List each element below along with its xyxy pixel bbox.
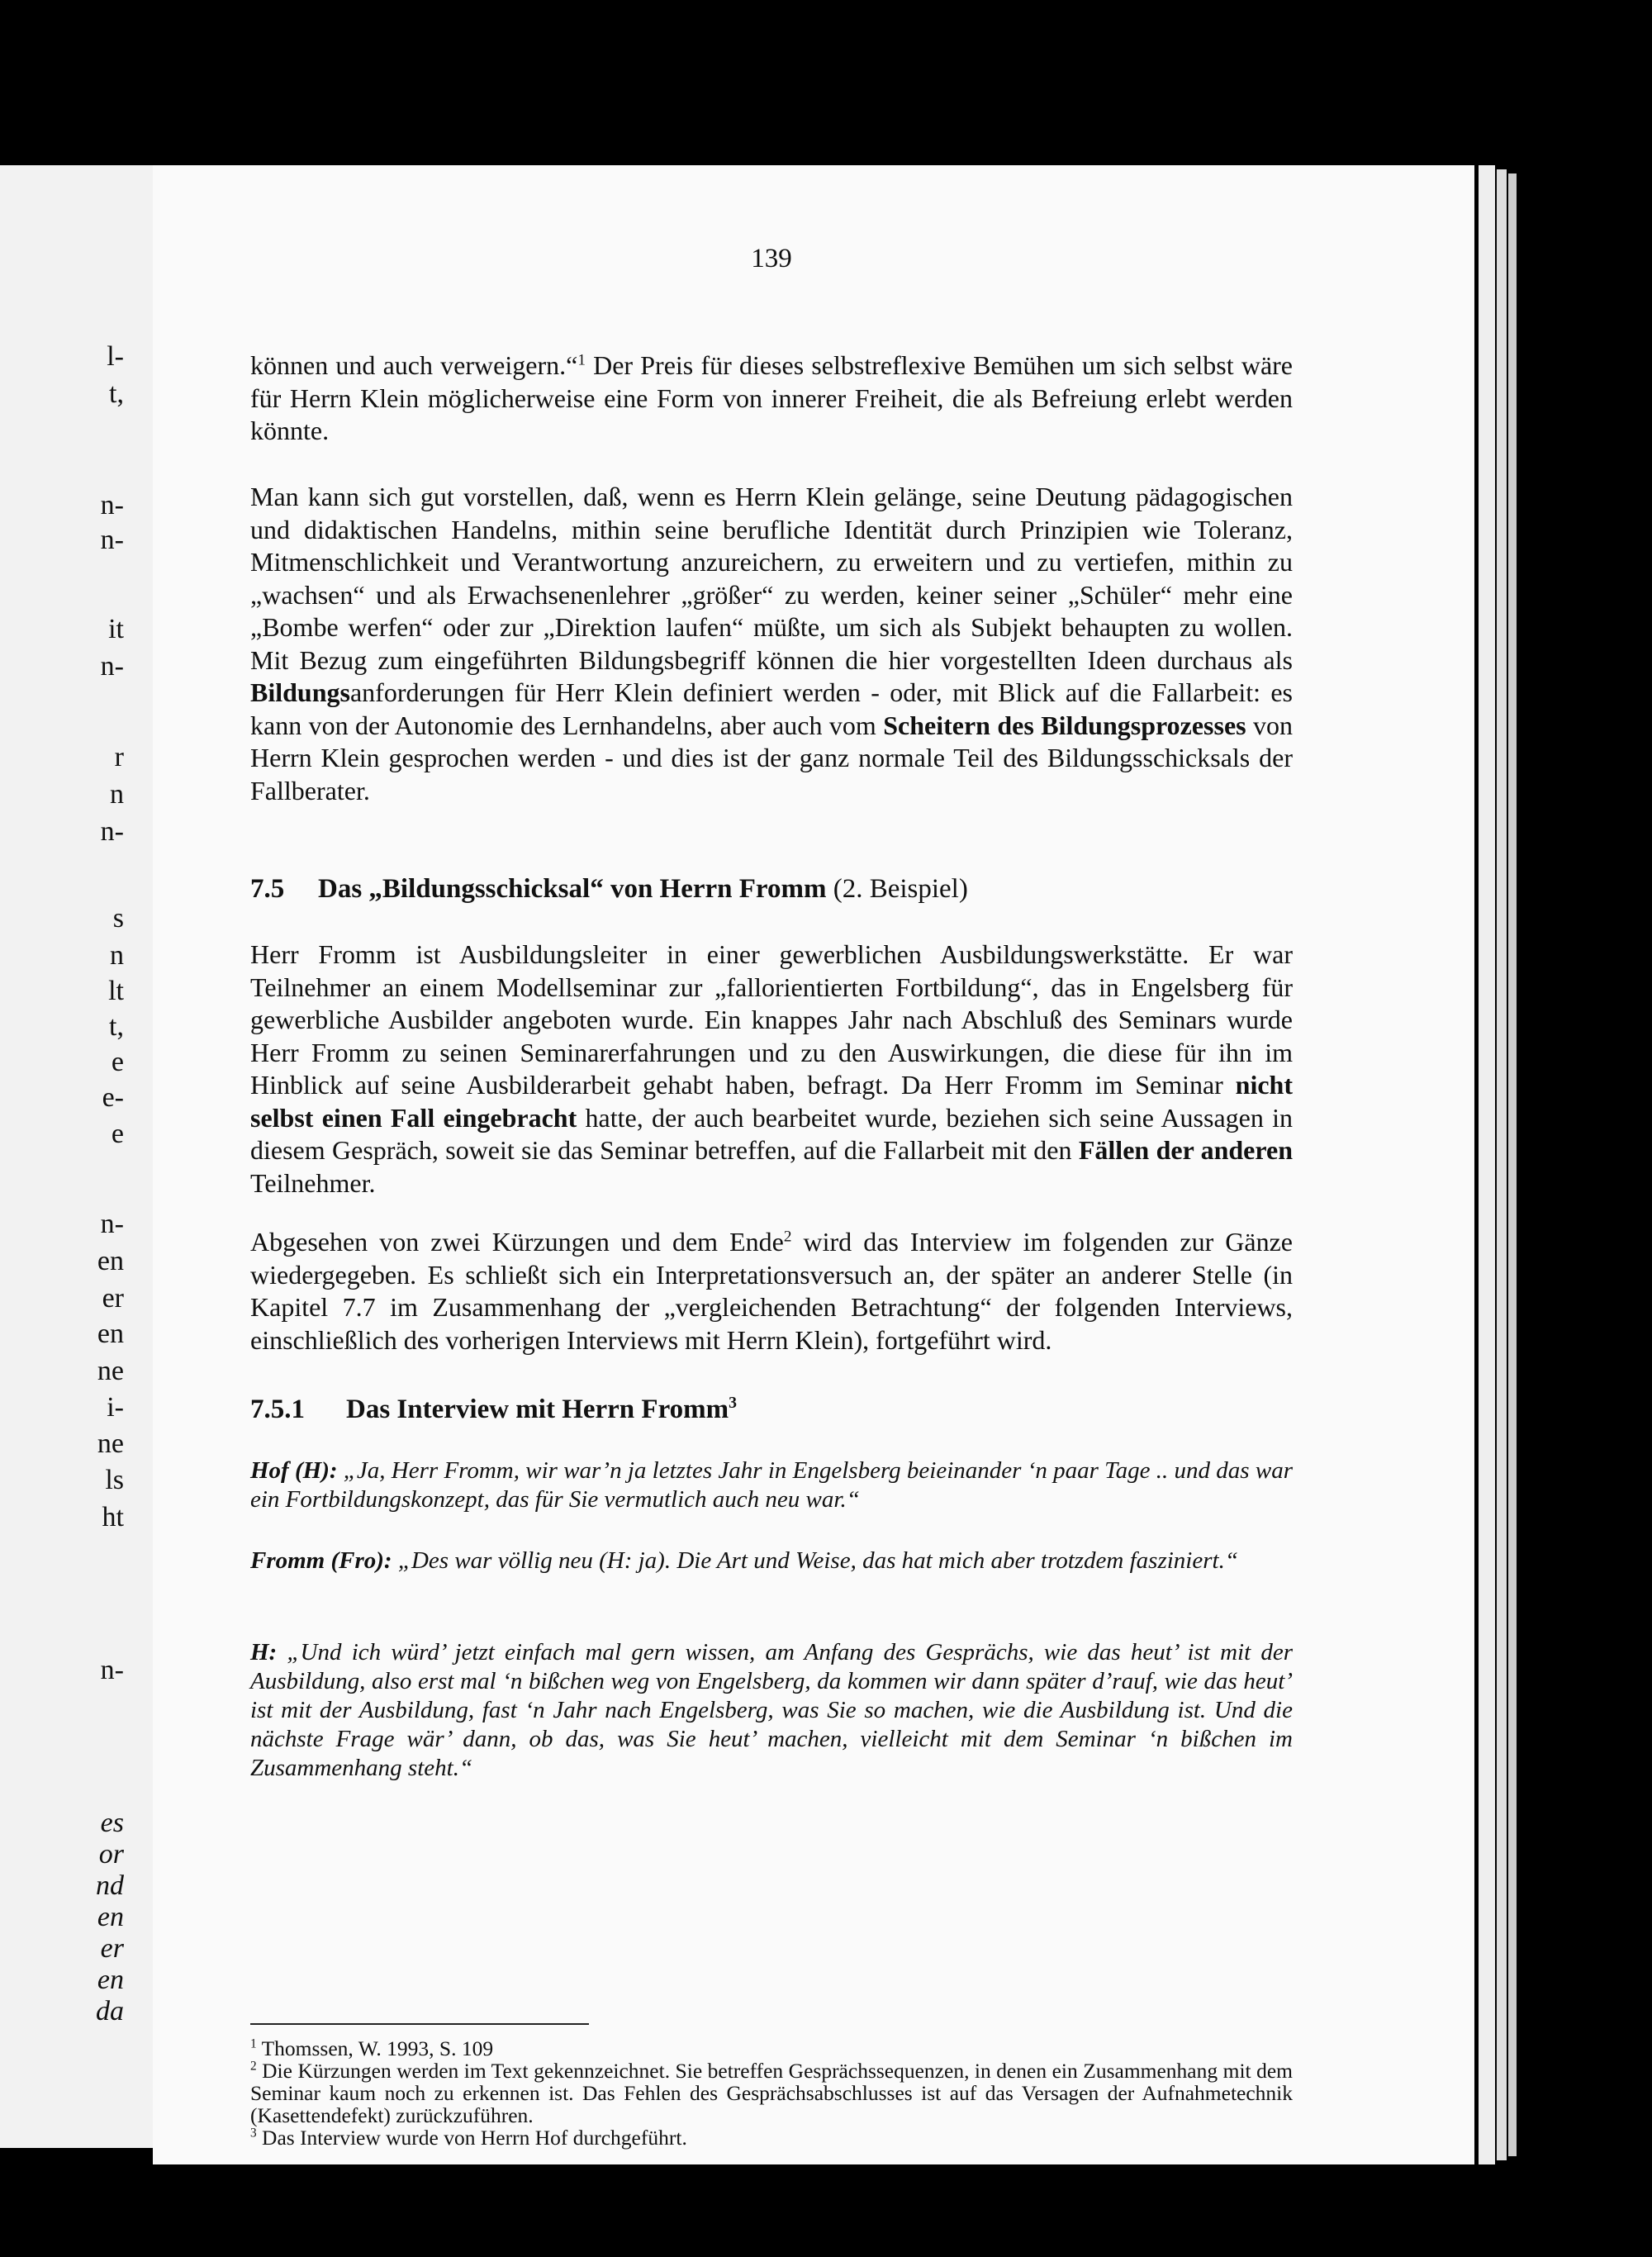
page-number: 139 — [751, 244, 792, 273]
page-edge — [1479, 165, 1495, 2164]
left-page-fragment: n- — [100, 651, 124, 682]
footnote-1 — [250, 2037, 1293, 2060]
paragraph-text: können und auch verweigern.“ — [250, 350, 578, 380]
left-page-fragment: n- — [100, 1655, 124, 1685]
left-page-fragment: da — [96, 1996, 124, 2027]
left-page-fragment: s — [112, 903, 124, 934]
paragraph-text: Abgesehen von zwei Kürzungen und dem Ende — [250, 1227, 784, 1257]
left-page-fragment: nd — [96, 1870, 124, 1901]
footnote-text: Die Kürzungen werden im Text gekennzeichnet. Sie betreffen Gesprächssequenzen, in denen ein Zusammenhang mit dem Seminar kaum noch zu erkennen ist. Das Fehlen des Gesprächsabschlusses ist auf das Versagen der Aufnahmetechnik (Kasettendefekt) zurückzuführen. — [250, 2059, 1293, 2127]
left-page-fragment: or — [98, 1839, 124, 1870]
left-page-fragment: en — [97, 1319, 124, 1349]
interview-turn-2 — [250, 1547, 1293, 1575]
left-page-fragment: es — [100, 1808, 124, 1838]
left-page-fragment: n- — [100, 490, 124, 520]
section-title: Das „Bildungsschicksal“ von Herrn Fromm — [318, 874, 827, 904]
left-page-fragment: ht — [102, 1502, 124, 1532]
footnote-3 — [250, 2126, 1293, 2149]
left-page-fragment: n- — [100, 816, 124, 847]
section-heading-7-5-1 — [250, 1395, 737, 1425]
left-page-fragment: e — [111, 1119, 124, 1149]
bold-term: nicht selbst einen Fall eingebracht — [250, 1070, 1293, 1133]
paragraph-4 — [250, 1226, 1293, 1357]
paragraph-2 — [250, 481, 1293, 807]
footnote-ref: 1 — [577, 351, 586, 369]
section-title-suffix: (2. Beispiel) — [826, 874, 968, 904]
paragraph-text: anforderungen für Herr Klein definiert werden - oder, mit Blick auf die Fallarbeit: es kann von der Autonomie des Lernhandelns, aber auch vom — [250, 677, 1293, 740]
interview-text: „Des war völlig neu (H: ja). Die Art und Weise, das hat mich aber trotzdem fasziniert.“ — [392, 1547, 1238, 1574]
speaker-label: H: — [250, 1639, 278, 1665]
bold-term: Fällen der anderen — [1078, 1135, 1294, 1165]
bold-term: Scheitern des Bildungsprozesses — [883, 710, 1246, 740]
left-page-fragment: n — [110, 940, 124, 971]
left-page-fragment: ne — [97, 1428, 124, 1459]
paragraph-text: hatte, der auch bearbeitet wurde, beziehen sich seine Aussagen in diesem Gespräch, soweit sie das Seminar betreffen, auf die Fallarbeit mit den — [250, 1102, 1294, 1165]
paragraph-text: Der Preis für dieses selbstreflexive Bemühen um sich selbst wäre für Herrn Klein möglicherweise eine Form von innerer Freiheit, die als Befreiung erlebt werden könnte. — [250, 350, 1294, 445]
paragraph-text: Teilnehmer. — [250, 1167, 376, 1198]
footnote-2 — [250, 2060, 1293, 2126]
left-page-fragment: l- — [107, 341, 124, 372]
left-page-fragment: lt — [108, 976, 124, 1006]
left-page-fragment: e- — [102, 1082, 124, 1113]
paragraph-3 — [250, 938, 1293, 1200]
section-title: Das Interview mit Herrn Fromm — [346, 1395, 729, 1424]
footnote-rule — [250, 2023, 589, 2025]
footnote-ref: 2 — [783, 1228, 792, 1246]
left-page-fragment: it — [108, 614, 124, 644]
left-page-fragment: r — [114, 742, 124, 772]
footnote-number: 2 — [250, 2059, 257, 2074]
footnote-number: 1 — [250, 2036, 257, 2051]
footnote-ref: 3 — [729, 1394, 737, 1412]
footnote-text: Das Interview wurde von Herrn Hof durchgeführt. — [262, 2126, 687, 2150]
footnotes — [250, 2037, 1293, 2149]
paragraph-text: Man kann sich gut vorstellen, daß, wenn es Herrn Klein gelänge, seine Deutung pädagogischen und didaktischen Handelns, mithin seine berufliche Identität durch Prinzipien wie Toleranz, Mitmenschlichkeit und Verantwortung anzureichern, zu erweitern und zu vertiefen, mithin zu „wachsen“ und als Erwachsenenlehrer „größer“ zu werden, keiner seiner „Schüler“ mehr eine „Bombe werfen“ oder zur „Direktion laufen“ müßte, um sich als Subjekt behaupten zu wollen. Mit Bezug zum eingeführten Bildungsbegriff können die hier vorgestellten Ideen durchaus als — [250, 482, 1293, 675]
left-page-fragment: t, — [109, 1011, 124, 1042]
footnote-text: Thomssen, W. 1993, S. 109 — [261, 2036, 494, 2060]
left-page-fragment: n- — [100, 525, 124, 555]
paragraph-text: von Herrn Klein gesprochen werden - und dies ist der ganz normale Teil des Bildungsschicksals der Fallberater. — [250, 710, 1294, 805]
page-edge — [1508, 173, 1517, 2156]
page-edge — [1497, 169, 1507, 2160]
left-page-fragment: en — [97, 1246, 124, 1276]
left-page-fragment: i- — [107, 1392, 124, 1423]
left-page-fragment: en — [97, 1902, 124, 1932]
interview-turn-1 — [250, 1456, 1293, 1514]
left-page-fragment: e — [111, 1047, 124, 1077]
section-number: 7.5.1 — [250, 1395, 305, 1424]
book-page — [153, 165, 1474, 2164]
speaker-label: Hof (H): — [250, 1457, 338, 1484]
left-page-fragment: n — [110, 779, 124, 810]
interview-text: „Und ich würd’ jetzt einfach mal gern wissen, am Anfang des Gesprächs, wie das heut’ ist mit der Ausbildung, also erst mal ‘n bißchen weg von Engelsberg, da kommen wir dann später d’rauf, wie das heut’ ist mit der Ausbildung, fast ‘n Jahr nach Engelsberg, was Sie so machen, wie die Ausbildung ist. Und die nächste Frage wär’ dann, ob das, was Sie heut’ machen, vielleicht mit dem Seminar ‘n bißchen im Zusammenhang steht.“ — [250, 1639, 1293, 1781]
paragraph-1 — [250, 349, 1293, 448]
left-page-edge — [0, 165, 155, 2148]
footnote-number: 3 — [250, 2126, 257, 2141]
left-page-fragment: en — [97, 1965, 124, 1995]
left-page-fragment: ne — [97, 1356, 124, 1386]
bold-term: Bildungs — [250, 677, 350, 707]
speaker-label: Fromm (Fro): — [250, 1547, 392, 1574]
left-page-fragment: er — [100, 1933, 124, 1964]
section-number: 7.5 — [250, 874, 285, 904]
interview-text: „Ja, Herr Fromm, wir war’n ja letztes Jahr in Engelsberg beieinander ‘n paar Tage .. und das war ein Fortbildungskonzept, das für Sie vermutlich auch neu war.“ — [250, 1457, 1293, 1513]
left-page-fragment: ls — [105, 1465, 124, 1495]
left-page-fragment: t, — [109, 378, 124, 409]
paragraph-text: Herr Fromm ist Ausbildungsleiter in einer gewerblichen Ausbildungswerkstätte. Er war Teilnehmer an einem Modellseminar zur „fallorientierten Fortbildung“, das in Engelsberg für gewerbliche Ausbilder angeboten wurde. Ein knappes Jahr nach Abschluß des Seminars wurde Herr Fromm zu seinen Seminarerfahrungen und zu den Auswirkungen, die diese für ihn im Hinblick auf seine Ausbilderarbeit gehabt haben, befragt. Da Herr Fromm im Seminar — [250, 939, 1293, 1100]
left-page-fragment: n- — [100, 1209, 124, 1239]
left-page-fragment: er — [102, 1283, 124, 1314]
section-heading-7-5 — [250, 874, 968, 905]
interview-turn-3 — [250, 1638, 1293, 1783]
paragraph-text: wird das Interview im folgenden zur Gänze wiedergegeben. Es schließt sich ein Interpretationsversuch an, der später an anderer Stelle (in Kapitel 7.7 im Zusammenhang der „vergleichenden Betrachtung“ der folgenden Interviews, einschließlich des vorherigen Interviews mit Herrn Klein), fortgeführt wird. — [250, 1227, 1294, 1355]
